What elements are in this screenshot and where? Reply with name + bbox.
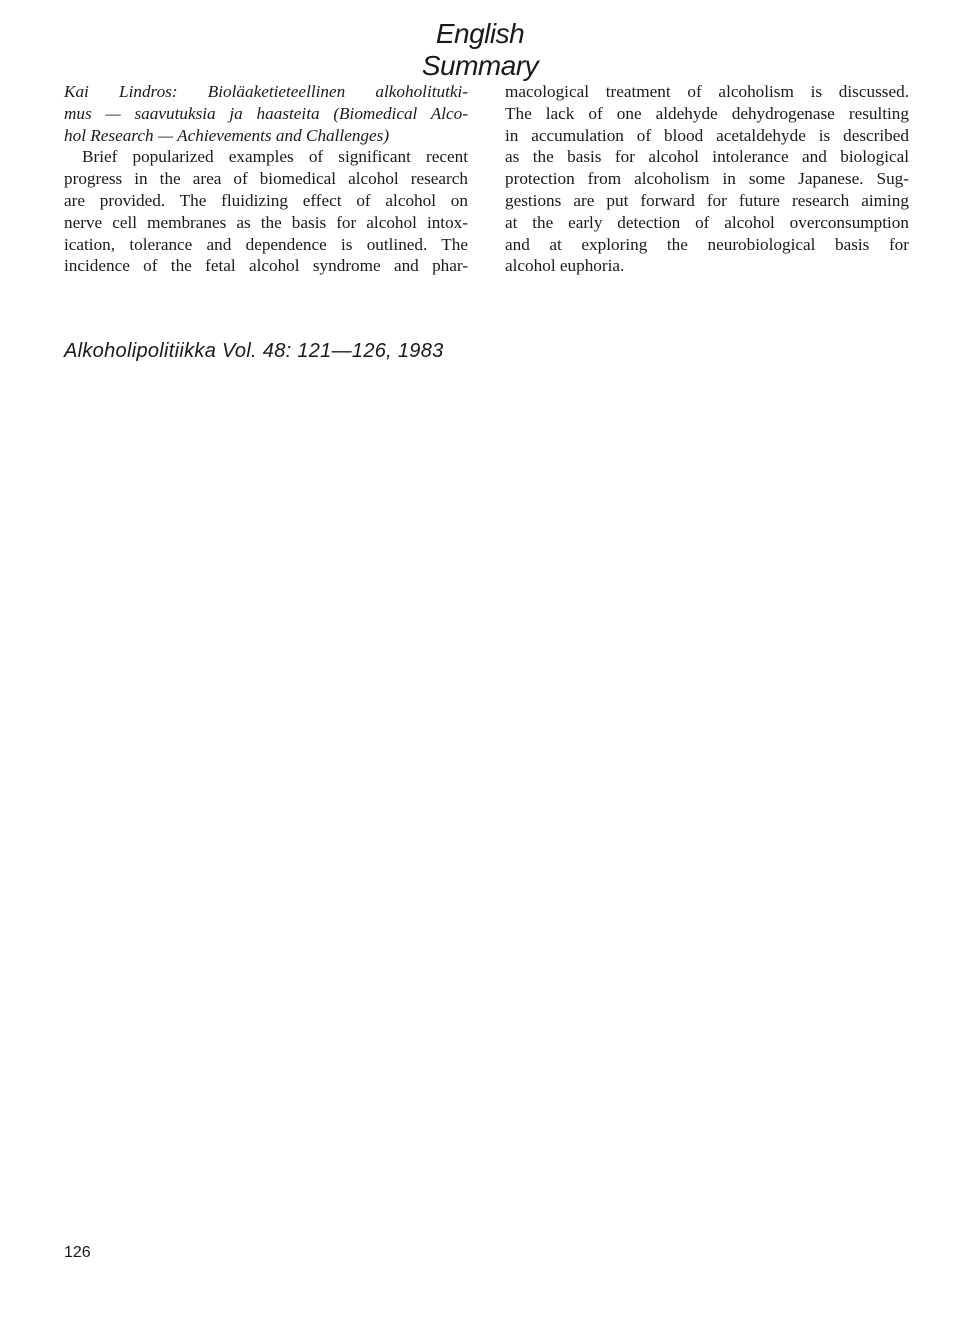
summary-title-line: hol Research — Achievements and Challenges) [64,125,390,145]
page-title: English Summary [421,18,539,81]
summary-text-line: The lack of one aldehyde dehydrogenase resulting [505,103,909,123]
summary-text-line: at the early detection of alcohol overconsumption [505,212,909,232]
summary-text-line: gestions are put forward for future research aiming [505,190,909,210]
summary-text-line: are provided. The fluidizing effect of alcohol on [64,190,468,210]
summary-title-line: Kai Lindros: Bioläaketieteellinen alkoholitutki- [64,82,468,101]
summary-text-line: incidence of the fetal alcohol syndrome and phar- [64,256,468,276]
summary-text-line: progress in the area of biomedical alcohol research [64,169,468,189]
summary-left-column [64,81,468,277]
summary-right-column [505,81,909,277]
summary-title-line: mus — saavutuksia ja haasteita (Biomedical Alco- [64,103,468,123]
summary-text-line: alcohol euphoria. [505,256,625,276]
summary-text-line: protection from alcoholism in some Japanese. Sug- [505,169,909,189]
summary-text-line: in accumulation of blood acetaldehyde is described [505,125,909,145]
summary-text-line: and at exploring the neurobiological basis for [505,234,909,254]
page-number: 126 [64,1244,91,1261]
summary-text-line: Brief popularized examples of significant recent [82,147,468,167]
journal-citation: Alkoholipolitiikka Vol. 48: 121—126, 1983 [64,340,444,362]
summary-text-line: as the basis for alcohol intolerance and biological [505,147,909,167]
summary-text-line: ication, tolerance and dependence is outlined. The [64,234,468,254]
summary-text-line: nerve cell membranes as the basis for alcohol intox- [64,212,468,232]
summary-text-line: macological treatment of alcoholism is discussed. [505,82,909,101]
